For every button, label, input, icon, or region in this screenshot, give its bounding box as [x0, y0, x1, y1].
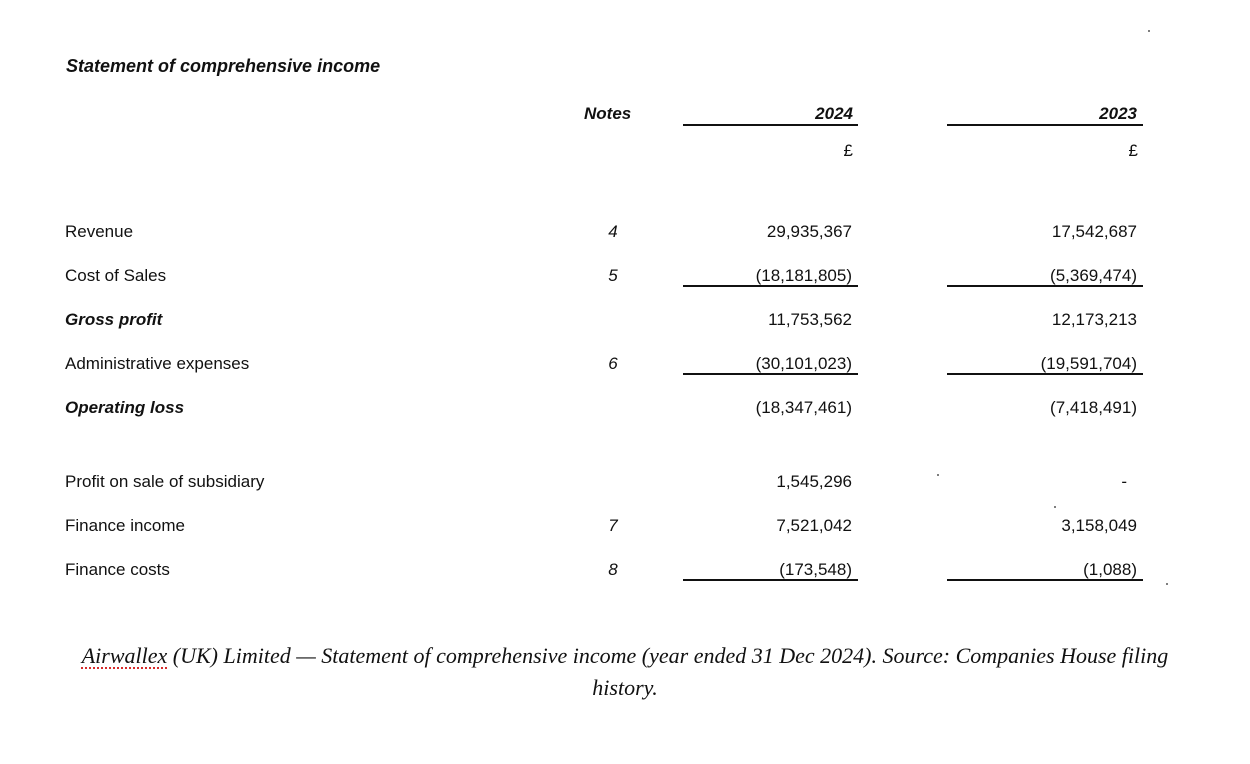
header-rule-2023	[947, 124, 1143, 126]
row-label: Gross profit	[65, 310, 163, 329]
statement-title: Statement of comprehensive income	[66, 56, 381, 76]
subtotal-rule-2024	[683, 285, 858, 287]
scan-speck	[1148, 30, 1150, 32]
row-label: Finance income	[65, 516, 186, 535]
table-row-finance-costs	[0, 560, 1250, 590]
total-rule-2023	[947, 579, 1143, 581]
notes-column-header: Notes	[584, 104, 632, 123]
row-value-2023: 17,542,687	[1051, 222, 1137, 241]
year-2024-column-header: 2024	[815, 104, 853, 123]
subtotal-rule-2023	[947, 373, 1143, 375]
row-note: 4	[608, 222, 618, 241]
row-value-2024: 11,753,562	[768, 310, 852, 329]
row-value-2024: 7,521,042	[776, 516, 852, 535]
caption-line-2: history.	[592, 675, 658, 700]
row-value-2024: (30,101,023)	[755, 354, 852, 373]
row-label: Profit on sale of subsidiary	[65, 472, 265, 491]
table-row-administrative-expenses	[0, 354, 1250, 384]
row-value-2023: (7,418,491)	[1050, 398, 1137, 417]
scan-speck	[937, 474, 939, 476]
row-label: Cost of Sales	[65, 266, 167, 285]
row-value-2024: (173,548)	[779, 560, 852, 579]
row-label: Revenue	[65, 222, 134, 241]
subtotal-rule-2023	[947, 285, 1143, 287]
scan-speck	[1054, 506, 1056, 508]
row-label: Administrative expenses	[65, 354, 250, 373]
row-value-2024: (18,181,805)	[755, 266, 852, 285]
table-row-gross-profit	[0, 310, 1250, 340]
row-value-2023: (1,088)	[1083, 560, 1137, 579]
row-value-2023: 12,173,213	[1051, 310, 1137, 329]
scan-speck	[1166, 583, 1168, 585]
caption-line-1-text: (UK) Limited — Statement of comprehensive income (year ended 31 Dec 2024). Source: Companies House filing	[167, 643, 1169, 668]
row-value-2023: (5,369,474)	[1050, 266, 1137, 285]
table-row-profit-on-sale-of-subsidiary	[0, 472, 1250, 502]
subtotal-rule-2024	[683, 373, 858, 375]
table-row-revenue	[0, 222, 1250, 252]
row-value-2023: 3,158,049	[1061, 516, 1137, 535]
caption-company-name: Airwallex	[81, 643, 168, 668]
total-rule-2024	[683, 579, 858, 581]
currency-2023: £	[1128, 141, 1138, 160]
header-rule-2024	[683, 124, 858, 126]
row-value-2023: (19,591,704)	[1040, 354, 1137, 373]
currency-2024: £	[843, 141, 853, 160]
table-row-operating-loss	[0, 398, 1250, 428]
figure-caption	[0, 640, 1250, 704]
row-value-2024: (18,347,461)	[755, 398, 852, 417]
row-value-2023: -	[1121, 472, 1127, 491]
row-value-2024: 1,545,296	[776, 472, 852, 491]
row-label: Finance costs	[65, 560, 170, 579]
row-note: 6	[608, 354, 618, 373]
row-label: Operating loss	[65, 398, 185, 417]
row-note: 7	[608, 516, 618, 535]
year-2023-column-header: 2023	[1099, 104, 1137, 123]
row-value-2024: 29,935,367	[766, 222, 852, 241]
row-note: 5	[608, 266, 618, 285]
caption-line-1	[0, 640, 1250, 672]
table-row-finance-income	[0, 516, 1250, 546]
row-note: 8	[608, 560, 618, 579]
table-row-cost-of-sales	[0, 266, 1250, 296]
